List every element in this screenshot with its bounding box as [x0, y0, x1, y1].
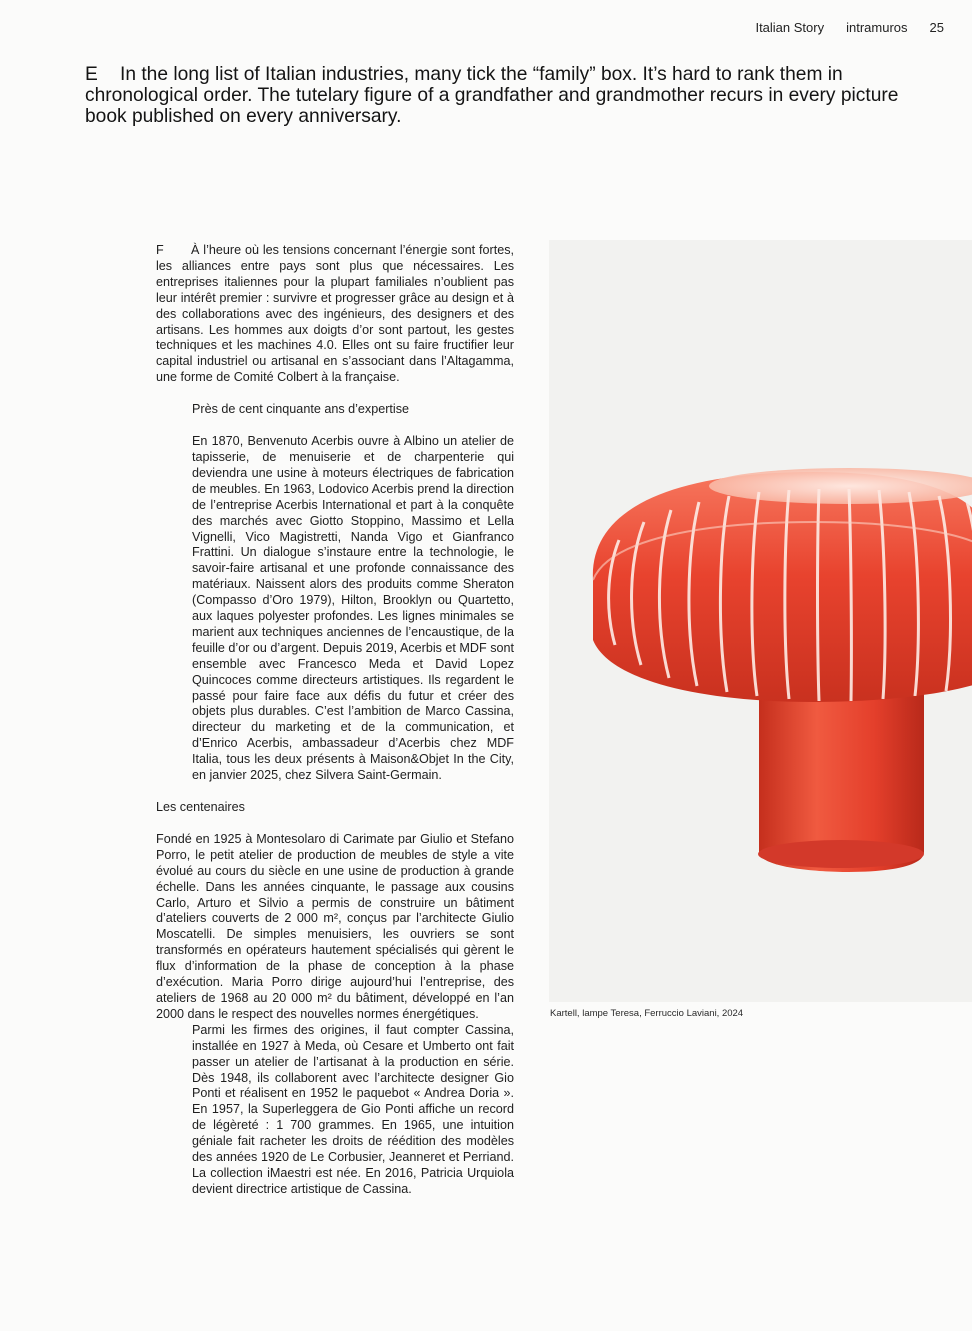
paragraph-3: Fondé en 1925 à Montesolaro di Carimate par Giulio et Stefano Porro, le petit atelier de production de meubles de style a vite évolué au cours du siècle en une usine de production à grande échelle. Dans les années cinquante, le passage aux cousins Carlo, Arturo et Silvio a permis de construire un bâtiment d’ateliers couverts de 2 000 m², conçus par l’architecte Giulio Moscatelli. De simples menuisiers, les ouvriers se sont transformés en opérateurs hautement spécialisés qui gèrent le flux d’information de la phase de conception à la phase d’exécution. Maria Porro dirige aujourd’hui l’entreprise, des ateliers de 1968 au 20 000 m² du bâtiment, développé en l’an 2000 dans le respect des nouvelles normes énergétiques.: [156, 831, 514, 1021]
subheading-centenaires: Les centenaires: [156, 800, 245, 814]
article-letter: F: [156, 243, 164, 257]
paragraph-4: Parmi les firmes des origines, il faut compter Cassina, installée en 1927 à Meda, où Cesare et Umberto ont fait passer un atelier de l’artisanat à la production en série. Dès 1948, ils collaborent avec l’architecte designer Gio Ponti et réalisent en 1952 le paquebot « Andrea Doria ». En 1957, la Superleggera de Gio Ponti affiche un record de légèreté : 1 700 grammes. En 1965, une intuition géniale fait racheter les droits de réédition des modèles des années 1920 de Le Corbusier, Jeanneret et Perriand. La collection iMaestri est née. En 2016, Patricia Urquiola devient directrice artistique de Cassina.: [192, 1022, 514, 1196]
photo-caption: Kartell, lampe Teresa, Ferruccio Laviani, 2024: [550, 1008, 744, 1019]
intro-letter: E: [85, 64, 98, 85]
section-title: Italian Story: [755, 20, 825, 35]
english-intro: [85, 64, 925, 127]
page-number: 25: [929, 20, 944, 35]
paragraph-1: [156, 243, 514, 386]
paragraph-1-text: À l’heure où les tensions concernant l’énergie sont fortes, les alliances entre pays sont plus que nécessaires. Les entreprises italiennes pour la plupart familiales n’oublient pas leur intérêt premier : survivre et progresser grâce au design et à des collaborations avec des ingénieurs, des designers et des artisans. Les hommes aux doigts d’or sont partout, les gestes techniques et les machines 4.0. Elles ont su faire fructifier leur capital industriel ou artisanal en s’associant dans l’Altagamma, une forme de Comité Colbert à la française.: [156, 243, 514, 385]
intro-text: In the long list of Italian industries, many tick the “family” box. It’s hard to rank them in chronological order. The tutelary figure of a grandfather and grandmother recurs in every picture book published on every anniversary.: [85, 64, 899, 127]
red-mushroom-lamp-icon: [549, 240, 972, 1002]
subheading-expertise: Près de cent cinquante ans d’expertise: [192, 402, 410, 417]
magazine-name: intramuros: [846, 20, 908, 35]
running-head: [755, 20, 944, 35]
article-column: [156, 243, 514, 1198]
paragraph-2: En 1870, Benvenuto Acerbis ouvre à Albino un atelier de tapisserie, de menuiserie et de charpenterie qui deviendra une usine à moteurs électriques de fabrication de meubles. En 1963, Lodovico Acerbis prend la direction de l’entreprise Acerbis International et part à la conquête des marchés avec Giotto Stoppino, Massimo et Lella Vignelli, Vico Magistretti, Nanda Vigo et Gianfranco Frattini. Un dialogue s’instaure entre la technologie, le savoir-faire artisanal et une profonde connaissance des matériaux. Naissent alors des produits comme Sheraton (Compasso d’Oro 1979), Hilton, Brooklyn ou Quartetto, aux laques polyester profondes. Les lignes minimales se marient aux techniques anciennes de l’encaustique, de la feuille d’or ou d’argent. Depuis 2019, Acerbis et MDF sont ensemble avec Francesco Meda et David Lopez Quincoces comme directeurs artistiques. Ils regardent le passé pour faire face aux défis du futur et créer des objets plus durables. C’est l’ambition de Marco Cassina, directeur du marketing et de la communication, et d’Enrico Acerbis, ambassadeur d’Acerbis chez MDF Italia, tous les deux présents à Maison&Objet In the City, en janvier 2025, chez Silvera Saint-Germain.: [192, 434, 515, 783]
lamp-photo: [549, 240, 972, 1002]
